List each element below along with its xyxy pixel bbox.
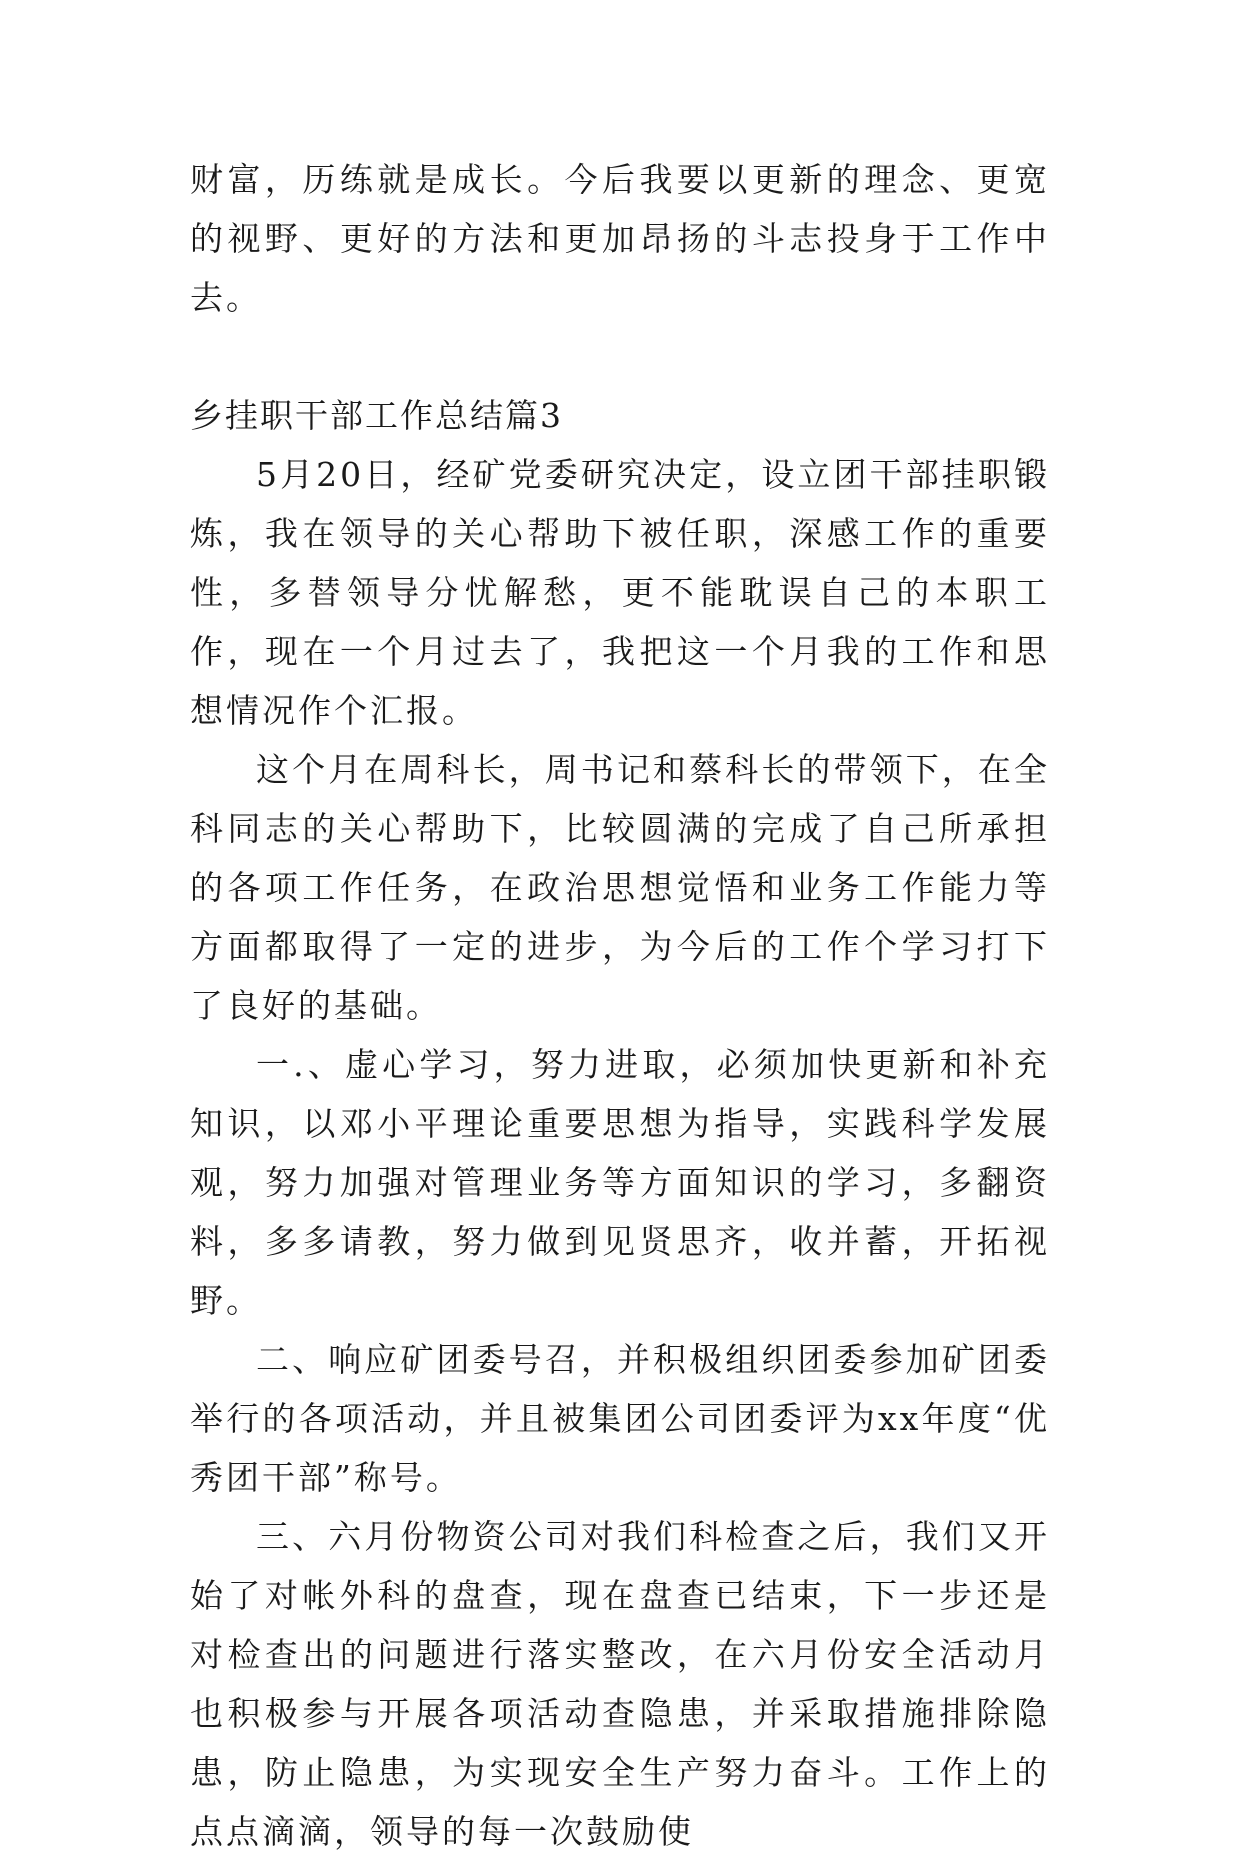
paragraph-2: 这个月在周科长，周书记和蔡科长的带领下，在全科同志的关心帮助下，比较圆满的完成了自己所承担的各项工作任务，在政治思想觉悟和业务工作能力等方面都取得了一定的进步，为今后的工作个学习打下了良好的基础。 bbox=[190, 750, 1050, 1025]
paragraph-1: 5月20日，经矿党委研究决定，设立团干部挂职锻炼，我在领导的关心帮助下被任职，深感工作的重要性，多替领导分忧解愁，更不能耽误自己的本职工作，现在一个月过去了，我把这一个月我的工作和思想情况作个汇报。 bbox=[190, 455, 1050, 730]
document-body bbox=[190, 150, 1050, 1861]
section-title: 乡挂职干部工作总结篇3 bbox=[190, 396, 563, 435]
paragraph-4: 二、响应矿团委号召，并积极组织团委参加矿团委举行的各项活动，并且被集团公司团委评为xx年度“优秀团干部”称号。 bbox=[190, 1340, 1050, 1497]
paragraph-3: 一.、虚心学习，努力进取，必须加快更新和补充知识，以邓小平理论重要思想为指导，实践科学发展观，努力加强对管理业务等方面知识的学习，多翻资料，多多请教，努力做到见贤思齐，收并蓄，开拓视野。 bbox=[190, 1045, 1050, 1320]
opening-paragraph: 财富，历练就是成长。今后我要以更新的理念、更宽的视野、更好的方法和更加昂扬的斗志投身于工作中去。 bbox=[190, 160, 1050, 317]
paragraph-5: 三、六月份物资公司对我们科检查之后，我们又开始了对帐外科的盘查，现在盘查已结束，下一步还是对检查出的问题进行落实整改，在六月份安全活动月也积极参与开展各项活动查隐患，并采取措施排除隐患，防止隐患，为实现安全生产努力奋斗。工作上的点点滴滴，领导的每一次鼓励使 bbox=[190, 1517, 1050, 1851]
